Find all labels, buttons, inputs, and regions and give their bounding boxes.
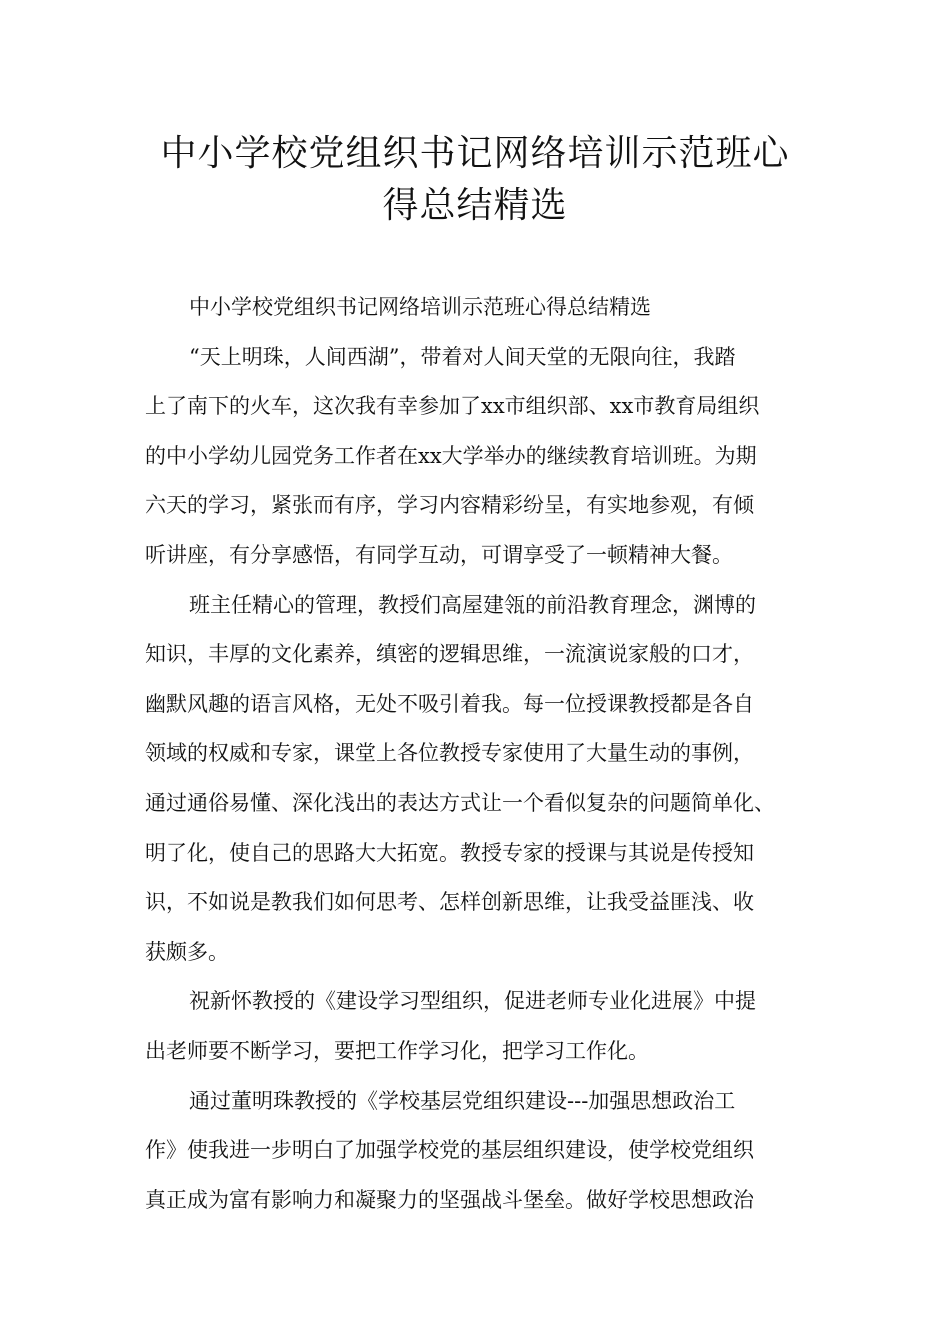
- body-line: 知识，丰厚的文化素养，缜密的逻辑思维，一流演说家般的口才，: [145, 642, 754, 667]
- body-line: “天上明珠，人间西湖”，带着对人间天堂的无限向往，我踏: [189, 344, 736, 369]
- body-line: 六天的学习，紧张而有序，学习内容精彩纷呈，有实地参观，有倾: [145, 493, 754, 518]
- body-line: 明了化，使自己的思路大大拓宽。教授专家的授课与其说是传授知: [145, 840, 754, 865]
- body-line: 班主任精心的管理，教授们高屋建瓴的前沿教育理念，渊博的: [189, 592, 756, 617]
- body-line: 作》使我进一步明白了加强学校党的基层组织建设，使学校党组织: [145, 1138, 754, 1163]
- body-line: 通过董明珠教授的《学校基层党组织建设---加强思想政治工: [189, 1088, 736, 1113]
- body-line: 的中小学幼儿园党务工作者在xx大学举办的继续教育培训班。为期: [145, 443, 757, 468]
- subtitle-line: 中小学校党组织书记网络培训示范班心得总结精选: [189, 295, 651, 319]
- body-line: 通过通俗易懂、深化浅出的表达方式让一个看似复杂的问题简单化、: [145, 790, 775, 815]
- body-line: 出老师要不断学习，要把工作学习化，把学习工作化。: [145, 1038, 649, 1063]
- document-body: [145, 283, 825, 1225]
- body-line: 幽默风趣的语言风格，无处不吸引着我。每一位授课教授都是各自: [145, 691, 754, 716]
- title-line: 中小学校党组织书记网络培训示范班心: [160, 133, 790, 174]
- body-line: 真正成为富有影响力和凝聚力的坚强战斗堡垒。做好学校思想政治: [145, 1187, 754, 1212]
- body-line: 识，不如说是教我们如何思考、怎样创新思维，让我受益匪浅、收: [145, 890, 754, 915]
- body-line: 获颇多。: [145, 939, 229, 964]
- body-line: 上了南下的火车，这次我有幸参加了xx市组织部、xx市教育局组织: [145, 394, 760, 419]
- body-line: 听讲座，有分享感悟，有同学互动，可谓享受了一顿精神大餐。: [145, 542, 733, 567]
- body-line: 领域的权威和专家，课堂上各位教授专家使用了大量生动的事例，: [145, 741, 754, 766]
- title-line: 得总结精选: [382, 185, 568, 226]
- body-line: 祝新怀教授的《建设学习型组织，促进老师专业化进展》中提: [189, 989, 756, 1014]
- document-title: [100, 128, 850, 232]
